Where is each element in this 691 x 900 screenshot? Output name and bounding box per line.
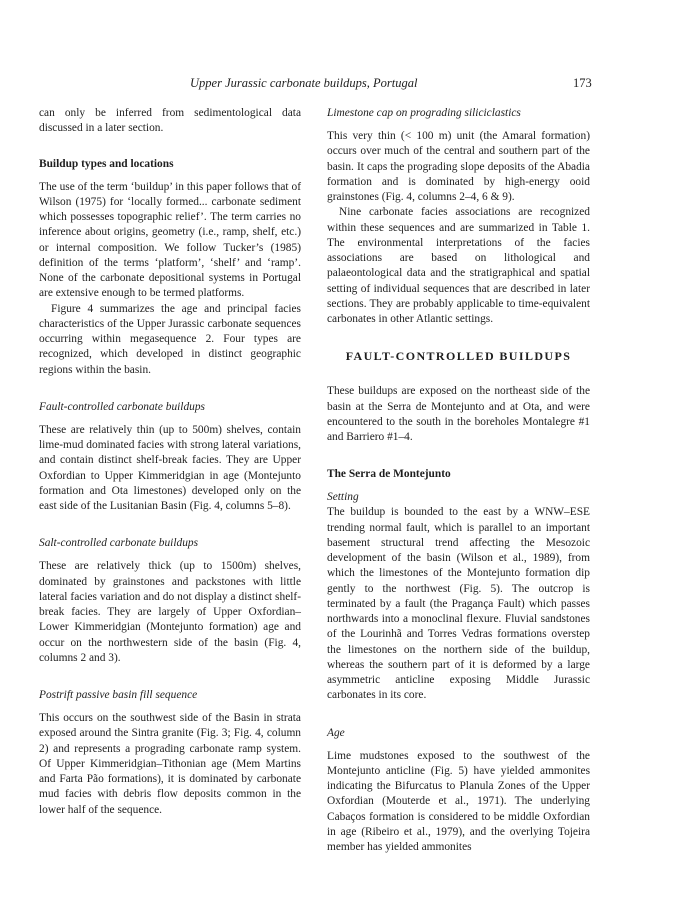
paragraph-postrift: This occurs on the southwest side of the Basin in strata exposed around the Sintra granite (Fig. 3; Fig. 4, column 2) and represents a prograding carbonate ramp system. Of Upper Kimmeridgian–Tithonian age (Mem Martins and Farta Pão formations), it is dominated by carbonate mud facies with debris flow deposits common in the lower half of the sequence.	[39, 712, 301, 816]
heading-setting: Setting	[327, 491, 359, 504]
page-header	[0, 76, 691, 96]
page-number: 173	[573, 76, 592, 90]
heading-salt-controlled: Salt-controlled carbonate buildups	[39, 537, 199, 550]
paragraph-facies-associations: Nine carbonate facies associations are recognized within these sequences and are summarized in Table 1. The environmental interpretations of the facies associations are based on lithological and palaeontological data and the stratigraphical and spatial setting of individual sequences that are described in later sections. They are probably applicable to time-equivalent carbonates in other Atlantic settings.	[327, 206, 590, 325]
left-column	[39, 106, 301, 818]
paragraph-section-intro: These buildups are exposed on the northeast side of the basin at the Serra de Montejunto and at Ota, and were encountered to the south in the boreholes Montalegre #1 and Barriero #1–4.	[327, 385, 590, 443]
heading-age: Age	[327, 726, 345, 739]
running-head: Upper Jurassic carbonate buildups, Portugal	[190, 76, 418, 90]
heading-limestone-cap: Limestone cap on prograding siliciclastics	[327, 107, 521, 119]
right-column	[327, 106, 590, 855]
paragraph-continued: can only be inferred from sedimentological data discussed in a later section.	[39, 107, 301, 135]
paragraph-setting: The buildup is bounded to the east by a WNW–ESE trending normal fault, which is parallel to an important basement structural trend affecting the Mesozoic development of the basin (Wilson et al., 1989), from which the limestones of the Montejunto formation dip gently to the northwest (Fig. 5). The outcrop is terminated by a fault (the Pragança Fault) which passes northwards into a monoclinal flexure. Fluvial sandstones of the Lourinhã and Torres Vedras formations overstep the limestones on the northern side of the buildup, whereas the southern part of it is deformed by a large asymmetric anticline exposing Middle Jurassic carbonates in its core.	[327, 506, 590, 702]
paragraph-buildup-definition: The use of the term ‘buildup’ in this paper follows that of Wilson (1975) for ‘locally formed... carbonate sediment which possesses topographic relief’. The term carries no inference about origins, geometry (i.e., ramp, shelf, etc.) or internal composition. We follow Tucker’s (1985) definition of the terms ‘platform’, ‘shelf’ and ‘ramp’. None of the carbonate depositional systems in Portugal are extensive enough to be termed platforms.	[39, 180, 301, 300]
paragraph-salt-controlled: These are relatively thick (up to 1500m) shelves, dominated by grainstones and packstones with little lateral facies variation and do not display a distinct shelf-break facies. They are largely of Upper Oxfordian–Lower Kimmeridgian (Montejunto formation) age and occur on the northwestern side of the basin (Fig. 4, columns 2 and 3).	[39, 560, 301, 664]
paragraph-buildup-summary: Figure 4 summarizes the age and principal facies characteristics of the Upper Jurassic carbonate sequences occurring within megasequence 2. Four types are recognized, which developed in distinct geographic regions within the basin.	[39, 302, 301, 376]
heading-buildup-types: Buildup types and locations	[39, 157, 174, 170]
heading-postrift: Postrift passive basin fill sequence	[39, 689, 198, 701]
heading-serra-de-montejunto: The Serra de Montejunto	[327, 468, 451, 481]
heading-fault-controlled: Fault-controlled carbonate buildups	[39, 400, 205, 413]
paragraph-limestone-cap: This very thin (< 100 m) unit (the Amaral formation) occurs over much of the central and southern part of the basin. It caps the prograding slope deposits of the Abadia formation and is dominated by high-energy ooid grainstones (Fig. 4, columns 2–4, 6 & 9).	[327, 130, 590, 203]
paragraph-age: Lime mudstones exposed to the southwest of the Montejunto anticline (Fig. 5) have yielded ammonites indicating the Bifurcatus to Planula Zones of the Upper Oxfordian (Mouterde et al., 1971). The underlying Cabaços formation is considered to be middle Oxfordian in age (Ribeiro et al., 1979), and the overlying Tojeira member has yielded ammonites	[327, 749, 590, 853]
section-heading-fault-controlled: FAULT-CONTROLLED BUILDUPS	[345, 349, 572, 364]
paragraph-fault-controlled: These are relatively thin (up to 500m) shelves, contain lime-mud dominated facies with strong lateral variations, and contain distinct shelf-break facies. They are Upper Oxfordian to Upper Kimmeridgian in age (Montejunto formation and Ota limestones) developed only on the east side of the Lusitanian Basin (Fig. 4, columns 5–8).	[39, 423, 301, 512]
